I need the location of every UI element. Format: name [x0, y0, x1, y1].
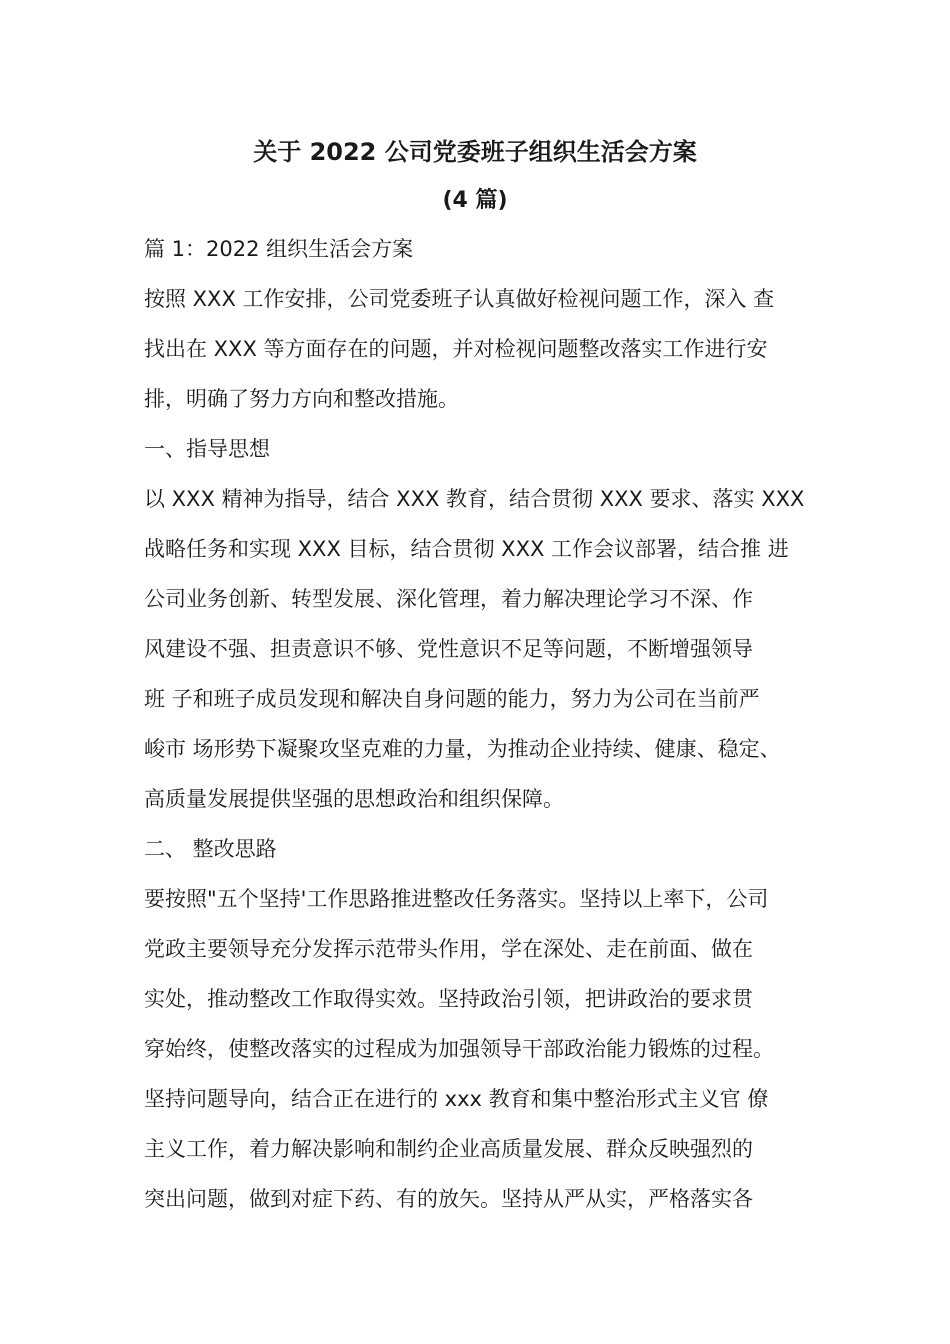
- section-heading-part-1: 篇 1：2022 组织生活会方案: [144, 237, 414, 261]
- section-heading-guiding-thought: 一、指导思想: [144, 437, 270, 461]
- paragraph-line: 要按照"五个坚持'工作思路推进整改任务落实。坚持以上率下，公司: [144, 887, 769, 911]
- document-title: 关于 2022 公司党委班子组织生活会方案: [253, 138, 697, 166]
- paragraph-line: 实处，推动整改工作取得实效。坚持政治引领，把讲政治的要求贯: [144, 987, 753, 1011]
- paragraph-line: 公司业务创新、转型发展、深化管理，着力解决理论学习不深、作: [144, 587, 753, 611]
- paragraph-line: 风建设不强、担责意识不够、党性意识不足等问题，不断增强领导: [144, 637, 753, 661]
- section-heading-rectification-approach: 二、 整改思路: [144, 837, 277, 861]
- paragraph-line: 按照 XXX 工作安排，公司党委班子认真做好检视问题工作，深入 查: [144, 287, 775, 311]
- paragraph-line: 找出在 XXX 等方面存在的问题，并对检视问题整改落实工作进行安: [144, 337, 768, 361]
- paragraph-line: 高质量发展提供坚强的思想政治和组织保障。: [144, 787, 564, 811]
- paragraph-line: 坚持问题导向，结合正在进行的 xxx 教育和集中整治形式主义官 僚: [144, 1087, 769, 1111]
- paragraph-line: 主义工作，着力解决影响和制约企业高质量发展、群众反映强烈的: [144, 1137, 753, 1161]
- paragraph-line: 峻市 场形势下凝聚攻坚克难的力量，为推动企业持续、健康、稳定、: [144, 737, 781, 761]
- document-subtitle: (4 篇): [442, 188, 508, 213]
- paragraph-line: 以 XXX 精神为指导，结合 XXX 教育，结合贯彻 XXX 要求、落实 XXX: [144, 487, 805, 511]
- paragraph-line: 突出问题，做到对症下药、有的放矢。坚持从严从实，严格落实各: [144, 1187, 753, 1211]
- paragraph-line: 穿始终，使整改落实的过程成为加强领导干部政治能力锻炼的过程。: [144, 1037, 774, 1061]
- paragraph-line: 战略任务和实现 XXX 目标，结合贯彻 XXX 工作会议部署，结合推 进: [144, 537, 789, 561]
- paragraph-line: 党政主要领导充分发挥示范带头作用，学在深处、走在前面、做在: [144, 937, 753, 961]
- paragraph-line: 班 子和班子成员发现和解决自身问题的能力，努力为公司在当前严: [144, 687, 760, 711]
- paragraph-line: 排，明确了努力方向和整改措施。: [144, 387, 459, 411]
